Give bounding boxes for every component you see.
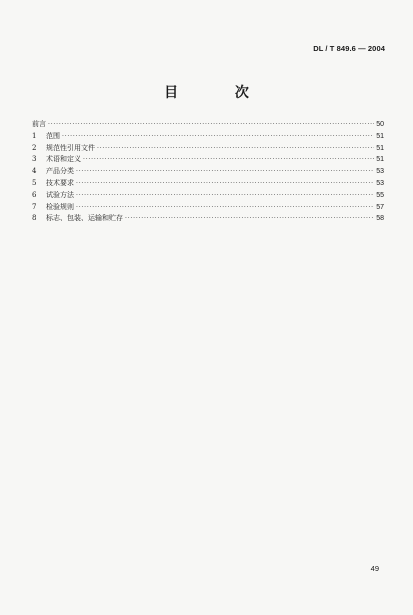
toc-dot-leader [97,143,374,155]
toc-entry-label: 产品分类 [46,167,74,176]
toc-dot-leader [76,166,374,178]
toc-entry-number: 8 [32,214,37,223]
toc-entry-label: 规范性引用文件 [46,143,95,152]
toc-entry-number: 1 [32,131,37,140]
toc-entry-page: 53 [376,168,384,176]
toc-entry-terms-definitions[interactable] [32,154,384,166]
toc-entry-label: 试验方法 [46,190,74,199]
toc-entry-label: 范围 [46,131,60,140]
toc-entry-foreword[interactable] [32,119,384,131]
toc-entry-page: 57 [376,203,384,211]
toc-entry-marking-packaging[interactable] [32,213,384,225]
page-title: 目 次 [164,85,275,101]
toc-entry-technical-requirements[interactable] [32,178,384,190]
table-of-contents [32,119,384,225]
toc-entry-normative-references[interactable] [32,143,384,155]
toc-dot-leader [83,154,374,166]
toc-entry-page: 51 [376,144,384,152]
standard-code: DL / T 849.6 — 2004 [313,44,385,53]
toc-entry-page: 50 [376,121,384,128]
toc-entry-page: 51 [376,132,384,140]
toc-entry-number: 4 [32,167,37,176]
toc-entry-number: 2 [32,143,37,152]
toc-dot-leader [76,190,374,202]
toc-dot-leader [48,119,374,131]
toc-entry-number: 7 [32,202,37,211]
toc-entry-page: 58 [376,215,384,223]
page-number: 49 [370,564,379,573]
toc-dot-leader [76,178,374,190]
toc-entry-label: 检验规则 [46,202,74,211]
toc-dot-leader [76,202,374,214]
toc-entry-label: 前言 [32,120,46,128]
toc-entry-label: 技术要求 [46,178,74,187]
toc-entry-number: 6 [32,190,37,199]
toc-entry-page: 51 [376,156,384,164]
toc-entry-test-methods[interactable] [32,190,384,202]
toc-entry-page: 53 [376,179,384,187]
toc-dot-leader [125,213,374,225]
toc-entry-label: 术语和定义 [46,155,81,164]
toc-entry-number: 3 [32,155,37,164]
toc-entry-product-classification[interactable] [32,166,384,178]
toc-entry-number: 5 [32,178,37,187]
toc-entry-inspection-rules[interactable] [32,202,384,214]
toc-dot-leader [62,131,374,143]
toc-entry-scope[interactable] [32,131,384,143]
toc-entry-page: 55 [376,191,384,199]
toc-entry-label: 标志、包装、运输和贮存 [46,214,123,223]
